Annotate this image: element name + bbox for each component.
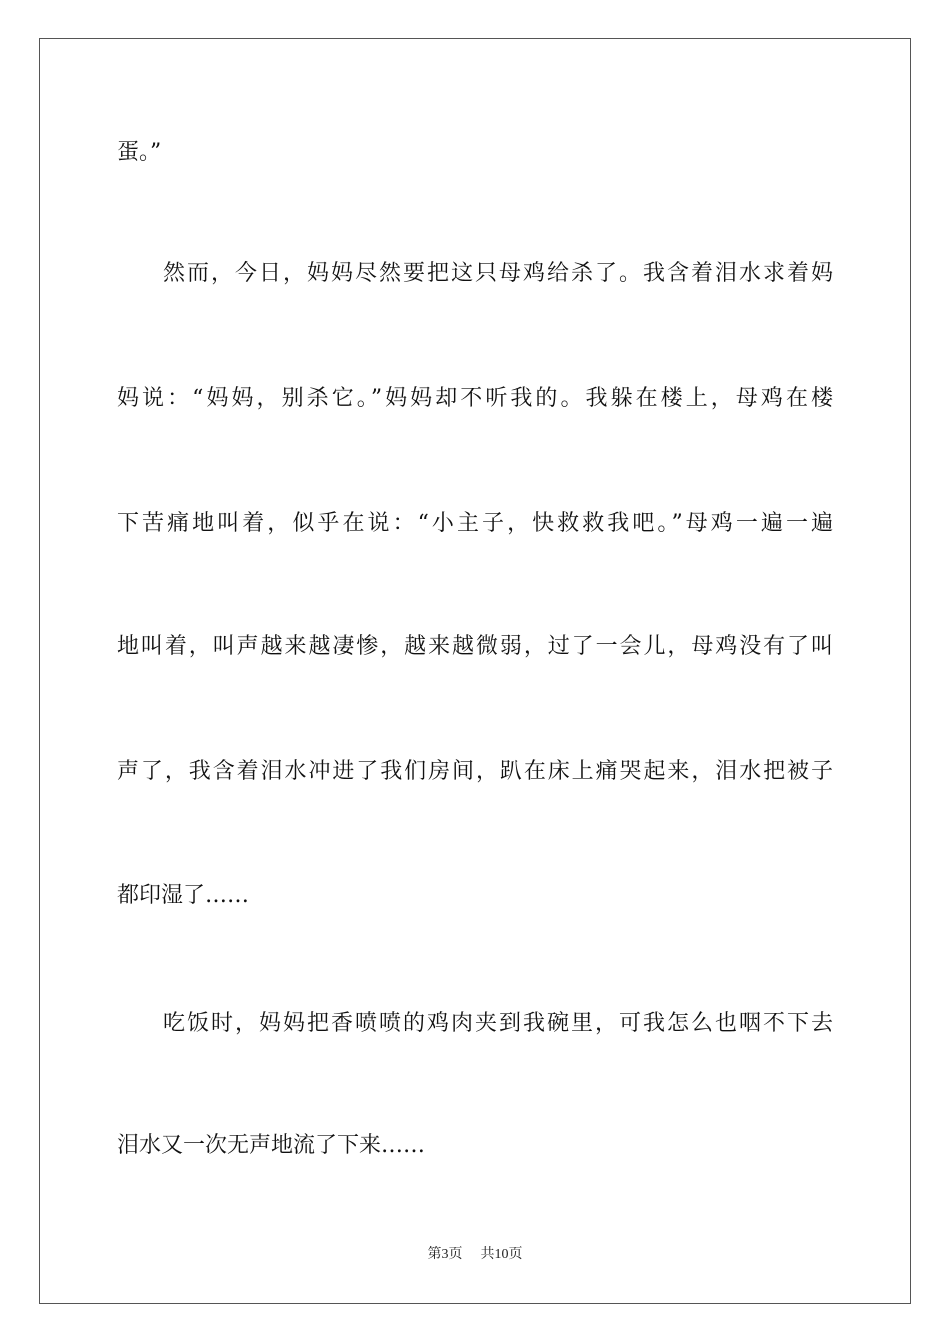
text-line-1: 蛋。” — [117, 140, 162, 165]
text-line-7: 都印湿了…… — [117, 883, 250, 908]
page-footer — [0, 1245, 950, 1265]
text-line-9: 泪水又一次无声地流了下来…… — [117, 1133, 426, 1158]
text-line-4: 下苦痛地叫着，似乎在说：“小主子，快救救我吧。”母鸡一遍一遍 — [117, 511, 833, 536]
page-border — [39, 38, 911, 1304]
page-total: 共10页 — [480, 1247, 523, 1262]
text-line-8: 吃饭时，妈妈把香喷喷的鸡肉夹到我碗里，可我怎么也咽不下去 — [163, 1011, 833, 1036]
text-line-5: 地叫着，叫声越来越凄惨，越来越微弱，过了一会儿，母鸡没有了叫 — [117, 634, 833, 659]
page-number: 第3页 — [427, 1247, 463, 1262]
text-line-6: 声了，我含着泪水冲进了我们房间，趴在床上痛哭起来，泪水把被子 — [117, 759, 833, 784]
text-line-2: 然而，今日，妈妈尽然要把这只母鸡给杀了。我含着泪水求着妈 — [163, 261, 833, 286]
text-line-3: 妈说：“妈妈，别杀它。”妈妈却不听我的。我躲在楼上，母鸡在楼 — [117, 386, 833, 411]
